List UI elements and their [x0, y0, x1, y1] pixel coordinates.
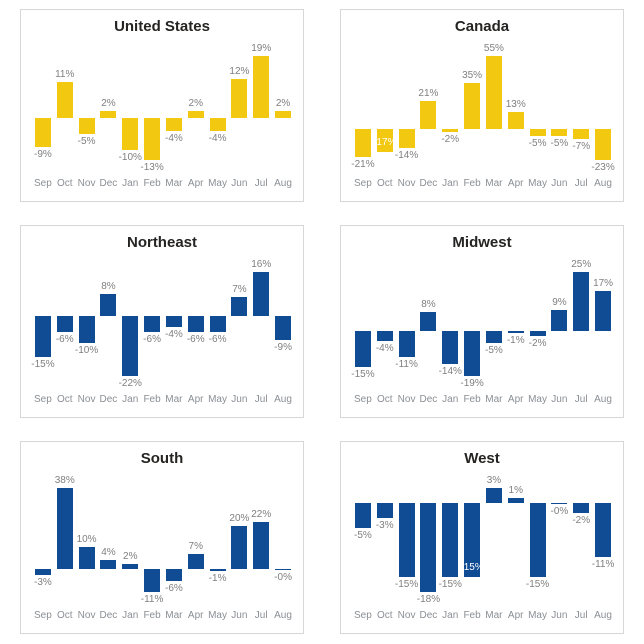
bar[interactable] — [275, 111, 291, 118]
x-axis-label: May — [208, 610, 227, 621]
bar-label: -4% — [165, 328, 183, 340]
bar-label: 20% — [229, 513, 250, 525]
bar[interactable] — [530, 129, 546, 136]
chart-title: South — [140, 450, 184, 467]
x-axis-label: Jun — [551, 610, 568, 621]
x-axis-label: May — [528, 178, 547, 189]
bar[interactable] — [399, 129, 415, 148]
x-axis-label: Dec — [419, 610, 438, 621]
x-axis-label: Oct — [376, 610, 393, 621]
bar[interactable] — [253, 272, 269, 316]
chart-title: Midwest — [452, 234, 512, 251]
bar-label: -1% — [506, 335, 525, 347]
bar[interactable] — [573, 129, 589, 138]
chart-title: Northeast — [126, 234, 197, 251]
bar-label: -6% — [208, 334, 227, 346]
bar[interactable] — [79, 316, 95, 343]
bar[interactable] — [166, 316, 182, 327]
x-axis-label: Dec — [419, 178, 438, 189]
chart-title: United States — [114, 18, 210, 35]
x-axis-label: Oct — [56, 178, 73, 189]
x-axis-label: Sep — [34, 610, 52, 621]
chart-card[interactable] — [20, 9, 304, 202]
bar-label: 16% — [251, 259, 272, 270]
x-axis-label: Jun — [551, 394, 568, 405]
x-axis — [32, 609, 294, 623]
bar[interactable] — [442, 129, 458, 132]
bar-label: -3% — [375, 519, 394, 531]
x-axis-label: Jul — [574, 610, 588, 621]
x-axis-label: Nov — [397, 178, 416, 189]
bar-label: -6% — [55, 334, 74, 346]
x-axis-label: Dec — [99, 610, 118, 621]
x-axis-label: Jun — [231, 610, 248, 621]
bar[interactable] — [253, 522, 269, 569]
bar-label: -22% — [118, 378, 142, 389]
bar-label: -19% — [460, 378, 484, 389]
x-axis-label: Aug — [594, 178, 612, 189]
bar-label: -6% — [143, 334, 161, 346]
bar[interactable] — [595, 291, 611, 331]
bar[interactable] — [35, 569, 51, 575]
x-axis-label: Feb — [143, 178, 161, 189]
bar-label: 2% — [123, 551, 138, 563]
x-axis-label: Jul — [574, 178, 588, 189]
x-axis — [32, 177, 294, 191]
bar-label: 55% — [483, 43, 504, 54]
x-axis — [32, 393, 294, 407]
x-axis-label: Jul — [254, 178, 268, 189]
bar-label: -2% — [572, 514, 591, 526]
x-axis-label: Mar — [485, 610, 503, 621]
x-axis-label: Oct — [56, 394, 73, 405]
bar[interactable] — [275, 569, 291, 571]
plot-area — [32, 258, 294, 390]
bar-label: 25% — [571, 259, 592, 270]
plot-area — [352, 42, 614, 174]
bar[interactable] — [210, 569, 226, 571]
bar[interactable] — [122, 564, 138, 568]
x-axis-label: Aug — [274, 394, 292, 405]
bar-label: 1% — [508, 484, 523, 496]
bar[interactable] — [100, 111, 116, 118]
x-axis-label: Jan — [442, 394, 459, 405]
bar-label: -5% — [550, 138, 569, 149]
bar-label: 12% — [229, 65, 250, 77]
bar[interactable] — [210, 118, 226, 131]
bar[interactable] — [595, 503, 611, 557]
bar[interactable] — [377, 331, 393, 340]
chart-card[interactable] — [340, 441, 624, 634]
x-axis-label: Dec — [419, 394, 438, 405]
x-axis-label: Dec — [99, 178, 118, 189]
bar-label: -15% — [525, 579, 550, 591]
x-axis-label: Nov — [77, 178, 96, 189]
bar[interactable] — [35, 118, 51, 147]
bar-label: -15% — [460, 562, 484, 574]
bar-label: -18% — [416, 594, 441, 605]
bar[interactable] — [57, 82, 73, 118]
bar-label: -6% — [186, 334, 205, 346]
bar-label: -6% — [165, 583, 183, 595]
x-axis-label: Feb — [463, 610, 481, 621]
bar[interactable] — [508, 331, 524, 333]
x-axis-label: Dec — [99, 394, 118, 405]
x-axis-label: Apr — [507, 178, 524, 189]
bar[interactable] — [508, 498, 524, 503]
bar-label: -9% — [274, 342, 292, 354]
x-axis-label: May — [208, 394, 227, 405]
bar[interactable] — [122, 118, 138, 151]
bar-label: -11% — [140, 594, 164, 605]
bar[interactable] — [275, 316, 291, 341]
bar-label: 22% — [251, 508, 272, 520]
bar-label: -4% — [208, 132, 227, 144]
bar-label: -3% — [34, 577, 52, 589]
bar[interactable] — [399, 503, 415, 577]
bar-label: -0% — [550, 506, 569, 518]
bar-label: 17% — [593, 277, 614, 289]
bar[interactable] — [57, 316, 73, 332]
x-axis — [352, 393, 614, 407]
bar[interactable] — [508, 112, 524, 129]
x-axis-label: Jan — [122, 394, 139, 405]
x-axis-label: Oct — [376, 394, 393, 405]
x-axis-label: Sep — [354, 610, 372, 621]
bar-label: 9% — [552, 296, 567, 308]
bar-label: -4% — [375, 342, 394, 354]
x-axis-label: Oct — [56, 610, 73, 621]
bar[interactable] — [231, 526, 247, 568]
x-axis-label: Aug — [274, 178, 292, 189]
plot-area — [32, 42, 294, 174]
bar[interactable] — [486, 56, 502, 129]
x-axis-label: Jan — [122, 178, 139, 189]
x-axis-label: Jul — [254, 610, 268, 621]
bar-label: 2% — [188, 98, 203, 110]
x-axis-label: May — [208, 178, 227, 189]
x-axis-label: Sep — [34, 394, 52, 405]
chart-card[interactable] — [340, 225, 624, 418]
bar[interactable] — [464, 83, 480, 130]
bar[interactable] — [57, 488, 73, 569]
x-axis-label: Jan — [442, 610, 459, 621]
x-axis-label: Apr — [507, 394, 524, 405]
bar-label: -0% — [274, 572, 292, 584]
x-axis-label: Sep — [354, 178, 372, 189]
x-axis-label: Jul — [254, 394, 268, 405]
x-axis-label: Mar — [485, 178, 503, 189]
x-axis-label: Aug — [274, 610, 292, 621]
x-axis-label: Nov — [77, 610, 96, 621]
chart-title: West — [464, 450, 500, 467]
x-axis-label: Aug — [594, 394, 612, 405]
bar[interactable] — [551, 503, 567, 505]
bar-label: -5% — [77, 136, 96, 147]
x-axis-label: Nov — [397, 394, 416, 405]
bar[interactable] — [420, 312, 436, 331]
bar-label: -4% — [165, 132, 183, 144]
bar-label: -2% — [528, 337, 547, 349]
x-axis-label: Feb — [463, 394, 481, 405]
x-axis-label: Apr — [187, 394, 204, 405]
bar[interactable] — [188, 554, 204, 569]
x-axis-label: Jan — [442, 178, 459, 189]
bar[interactable] — [166, 569, 182, 582]
bar-label: -11% — [591, 559, 615, 571]
bar-label: 4% — [101, 547, 116, 559]
x-axis-label: Mar — [165, 610, 183, 621]
bar-label: -21% — [351, 159, 375, 171]
bar-label: -1% — [208, 572, 227, 584]
bar-label: -15% — [394, 579, 419, 591]
x-axis — [352, 609, 614, 623]
bar-label: 35% — [462, 69, 483, 81]
bar[interactable] — [399, 331, 415, 357]
bar[interactable] — [377, 503, 393, 518]
bar-label: 13% — [505, 99, 526, 110]
x-axis-label: Feb — [143, 394, 161, 405]
bar-label: 21% — [418, 88, 439, 100]
bar[interactable] — [79, 118, 95, 134]
bar[interactable] — [420, 101, 436, 129]
bar-label: 2% — [101, 98, 116, 110]
x-axis-label: Jan — [122, 610, 139, 621]
chart-card[interactable] — [340, 9, 624, 202]
bar-label: -14% — [438, 366, 462, 378]
bar-label: -15% — [31, 358, 55, 370]
bar[interactable] — [210, 316, 226, 332]
plot-area — [352, 258, 614, 390]
x-axis-label: Mar — [165, 394, 183, 405]
bar-label: -5% — [485, 344, 503, 356]
bar[interactable] — [530, 331, 546, 336]
bar-label: 10% — [76, 534, 97, 546]
bar[interactable] — [188, 111, 204, 118]
x-axis-label: Apr — [187, 178, 204, 189]
bar[interactable] — [231, 79, 247, 118]
bar-label: 11% — [55, 69, 75, 80]
bar-label: -11% — [395, 359, 418, 371]
x-axis-label: Oct — [376, 178, 393, 189]
x-axis-label: Nov — [77, 394, 96, 405]
x-axis-label: Sep — [34, 178, 52, 189]
chart-card[interactable] — [20, 441, 304, 634]
bar-label: 7% — [232, 283, 247, 295]
bar-label: -9% — [34, 149, 52, 160]
bar-label: -7% — [572, 140, 591, 152]
plot-area — [32, 474, 294, 606]
bar[interactable] — [188, 316, 204, 332]
bar[interactable] — [595, 129, 611, 160]
bar-label: -23% — [591, 162, 615, 173]
x-axis-label: Jun — [551, 178, 568, 189]
bar[interactable] — [166, 118, 182, 131]
x-axis-label: Nov — [397, 610, 416, 621]
x-axis-label: Jun — [231, 394, 248, 405]
bar-label: -13% — [140, 162, 164, 173]
bar-label: 2% — [275, 98, 291, 110]
x-axis-label: Feb — [463, 178, 481, 189]
chart-card[interactable] — [20, 225, 304, 418]
bar-label: 19% — [251, 43, 272, 54]
x-axis-label: May — [528, 394, 547, 405]
bar-label: -10% — [74, 345, 99, 357]
bar[interactable] — [100, 294, 116, 316]
x-axis-label: Sep — [354, 394, 372, 405]
bar-label: 8% — [421, 299, 436, 311]
bar-label: 38% — [54, 475, 75, 486]
x-axis-label: Jun — [231, 178, 248, 189]
bar-label: 3% — [486, 475, 502, 486]
bar-label: -15% — [438, 579, 462, 591]
x-axis — [352, 177, 614, 191]
bar[interactable] — [231, 297, 247, 316]
x-axis-label: Aug — [594, 610, 612, 621]
bar-label: -5% — [528, 138, 547, 149]
bar-label: -15% — [351, 368, 375, 380]
chart-title: Canada — [454, 18, 510, 35]
x-axis-label: May — [528, 610, 547, 621]
bar-label: 8% — [101, 280, 116, 292]
bar-label: -5% — [354, 529, 372, 541]
bar-label: 7% — [188, 540, 203, 552]
x-axis-label: Mar — [485, 394, 503, 405]
bar-label: -17% — [373, 137, 397, 148]
bar[interactable] — [573, 503, 589, 513]
bar[interactable] — [442, 331, 458, 364]
x-axis-label: Feb — [143, 610, 161, 621]
x-axis-label: Apr — [507, 610, 524, 621]
x-axis-label: Mar — [165, 178, 183, 189]
x-axis-label: Jul — [574, 394, 588, 405]
bar[interactable] — [551, 310, 567, 331]
bar-label: -10% — [118, 152, 142, 164]
plot-area — [352, 474, 614, 606]
bar-label: -2% — [441, 134, 460, 145]
bar[interactable] — [551, 129, 567, 136]
x-axis-label: Apr — [187, 610, 204, 621]
bar-label: -14% — [394, 150, 419, 161]
